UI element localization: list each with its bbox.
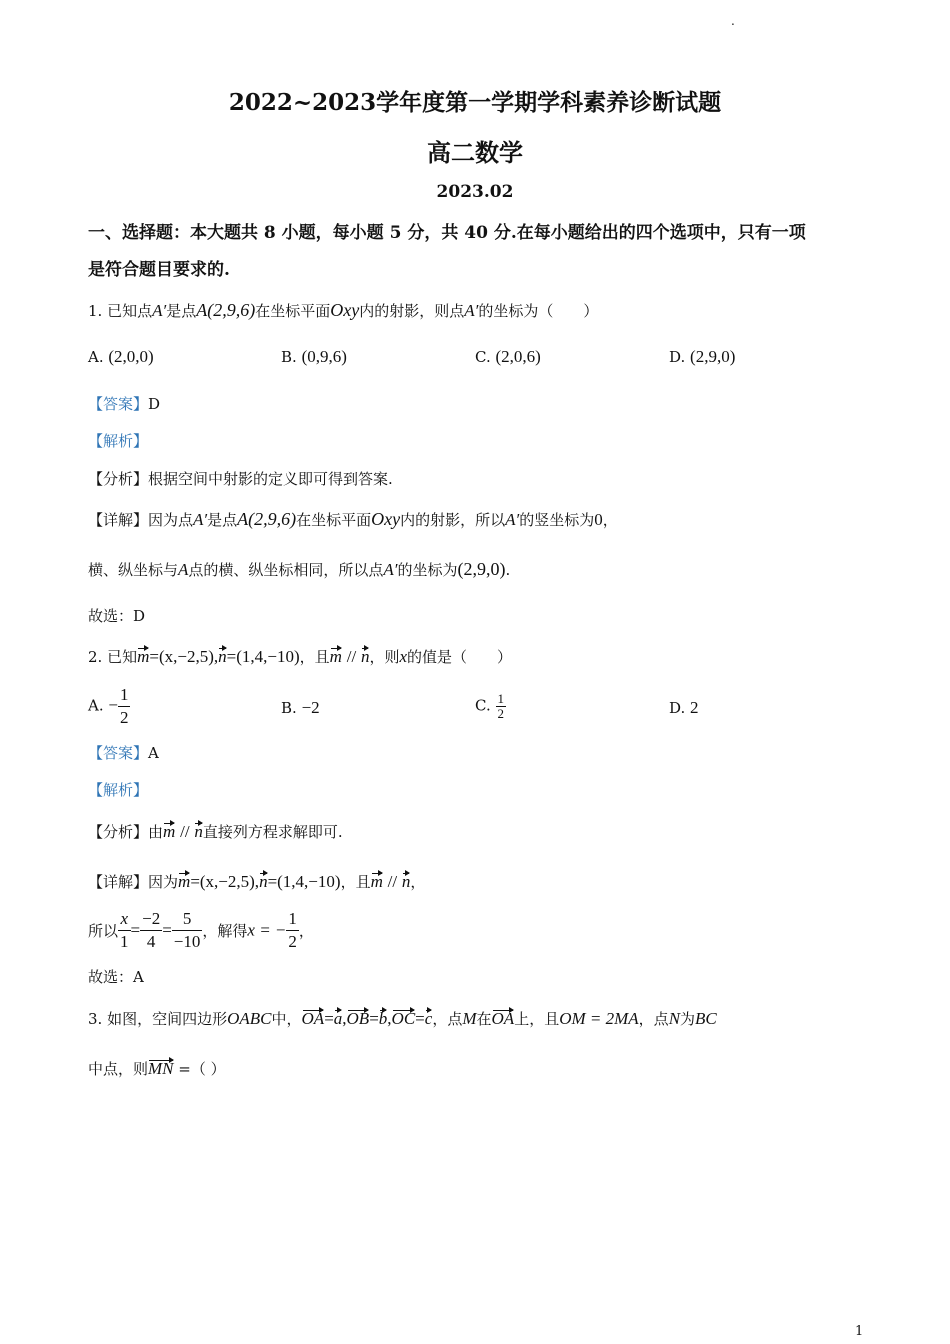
exam-title: 2022~2023学年度第一学期学科素养诊断试题: [228, 89, 722, 116]
question-2-stem: 2. 已知m=(x,−2,5),n=(1,4,−10)，且m // n，则x的值是（ ）: [88, 647, 513, 666]
question-2-option-c: C. $\frac{1}{2}$: [475, 691, 504, 721]
question-1-stem: 1. 已知点A′是点A(2,9,6)在坐标平面Oxy内的射影，则点A′的坐标为（ ）: [88, 300, 599, 320]
section-heading-line2: 是符合题目要求的.: [88, 260, 230, 280]
question-1-option-b: B. (0,9,6): [281, 347, 347, 366]
question-2-detail-line1: 【详解】因为m=(x,−2,5),n=(1,4,−10)，且m // n，: [88, 872, 426, 891]
question-2-detail-line2: 所以 $\frac{x}{1}$ = $\frac{-2}{4}$ = $\frac{5}{-10}$ ，解得x = − $\frac{1}{2}$ ，: [88, 909, 314, 951]
question-2-conclusion: 故选：A: [88, 968, 144, 986]
question-2-answer: 【答案】A: [88, 744, 159, 762]
question-3-stem-line1: 3. 如图，空间四边形OABC中，OA=a,OB=b,OC=c，点M在OA上，且OM = 2MA，点N为BC: [88, 1009, 717, 1028]
exam-subject: 高二数学: [427, 138, 523, 167]
question-2-option-b: B. −2: [281, 698, 320, 717]
question-1-option-d: D. (2,9,0): [669, 347, 736, 366]
question-1-option-a: A. (2,0,0): [88, 347, 154, 366]
section-heading-line1: 一、选择题：本大题共 8 小题，每小题 5 分，共 40 分.在每小题给出的四个选项中，只有一项: [88, 223, 806, 243]
question-2-analysis: 【分析】由m // n直接列方程求解即可.: [88, 822, 343, 841]
question-1-option-c: C. (2,0,6): [475, 347, 541, 366]
exam-date: 2023.02: [436, 182, 514, 202]
question-2-option-d: D. 2: [669, 698, 699, 717]
question-1-detail-line1: 【详解】因为点A′是点A(2,9,6)在坐标平面Oxy内的射影，所以A′的竖坐标为0，: [88, 509, 618, 529]
question-2-option-a: A. − $\frac{1}{2}$: [88, 685, 129, 727]
question-1-jiexi-label: 【解析】: [88, 432, 149, 450]
page-dot: .: [731, 14, 735, 28]
question-3-stem-line2: 中点，则MN =（ ）: [88, 1059, 226, 1078]
question-1-answer: 【答案】D: [88, 395, 161, 413]
page-number: 1: [855, 1324, 864, 1339]
question-1-conclusion: 故选：D: [88, 607, 146, 625]
question-2-jiexi-label: 【解析】: [88, 781, 149, 799]
question-1-analysis: 【分析】根据空间中射影的定义即可得到答案.: [88, 470, 393, 488]
question-1-detail-line2: 横、纵坐标与A点的横、纵坐标相同，所以点A′的坐标为(2,9,0).: [88, 559, 511, 579]
